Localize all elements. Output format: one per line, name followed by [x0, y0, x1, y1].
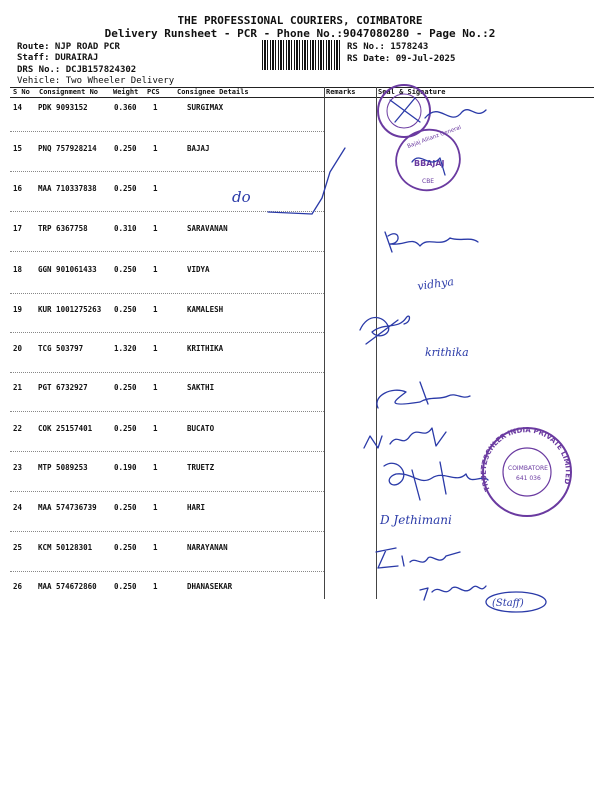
row-sno: 24 [13, 503, 23, 512]
row-consignment: KUR 1001275263 [38, 305, 102, 314]
signature-19 [360, 316, 410, 344]
col-consignment: Consignment No [39, 88, 99, 96]
bajaj-stamp-top: Bajaj Allianz General [406, 124, 463, 150]
row-separator [10, 451, 324, 452]
bajaj-stamp-city: CBE [422, 178, 435, 185]
row-weight: 0.250 [114, 582, 137, 591]
row-pcs: 1 [153, 463, 158, 472]
row-pcs: 1 [153, 224, 158, 233]
col-pcs: PCS [147, 88, 160, 96]
row-consignee: BAJAJ [187, 144, 210, 153]
row-consignee: SURGIMAX [187, 103, 224, 112]
row-pcs: 1 [153, 503, 158, 512]
row-weight: 0.310 [114, 224, 137, 233]
row-consignment: MTP 5089253 [38, 463, 88, 472]
row-consignee: DHANASEKAR [187, 582, 233, 591]
row-separator [10, 531, 324, 532]
row-consignee: BUCATO [187, 424, 215, 433]
tick-mark [268, 148, 345, 214]
row-separator [10, 332, 324, 333]
rs-number: RS No.: 1578243 [347, 42, 429, 52]
signature-18: vidhya [416, 274, 455, 293]
rs-date: RS Date: 09-Jul-2025 [347, 54, 456, 64]
row-pcs: 1 [153, 344, 158, 353]
row-consignment: PNQ 757928214 [38, 144, 97, 153]
row-pcs: 1 [153, 184, 158, 193]
row-consignment: KCM 50128301 [38, 543, 93, 552]
signature-24: D Jethimani [380, 513, 452, 527]
truetzschler-stamp-city: COIMBATORE [508, 465, 548, 472]
row-consignee: SAKTHI [187, 383, 215, 392]
row-weight: 0.250 [114, 503, 137, 512]
col-remarks: Remarks [326, 88, 356, 96]
row-consignment: PGT 6732927 [38, 383, 88, 392]
row-consignment: TCG 503797 [38, 344, 84, 353]
row-pcs: 1 [153, 424, 158, 433]
row-pcs: 1 [153, 543, 158, 552]
row-separator [10, 411, 324, 412]
row-separator [10, 372, 324, 373]
signature-20: krithika [425, 346, 469, 359]
row-separator [10, 491, 324, 492]
row-consignment: TRP 6367758 [38, 224, 88, 233]
row-weight: 0.250 [114, 305, 137, 314]
row-consignment: MAA 574736739 [38, 503, 97, 512]
row-weight: 0.190 [114, 463, 137, 472]
row-weight: 1.320 [114, 344, 137, 353]
staff-label: Staff: DURAIRAJ [17, 53, 99, 63]
bajaj-stamp-mid: BBAJAJ [414, 159, 445, 168]
row-pcs: 1 [153, 582, 158, 591]
truetzschler-stamp [480, 426, 572, 516]
drs-number: DRS No.: DCJB157824302 [17, 65, 137, 75]
row-sno: 25 [13, 543, 23, 552]
row-consignee: SARAVANAN [187, 224, 228, 233]
barcode [262, 40, 342, 70]
row-sno: 17 [13, 224, 23, 233]
row-weight: 0.250 [114, 543, 137, 552]
row-sno: 21 [13, 383, 23, 392]
row-sno: 19 [13, 305, 23, 314]
signature-15 [412, 158, 445, 175]
row-consignee: TRUETZ [187, 463, 215, 472]
row-consignment: GGN 901061433 [38, 265, 97, 274]
row-weight: 0.250 [114, 265, 137, 274]
row-separator [10, 293, 324, 294]
signature-17 [385, 232, 478, 252]
row-consignment: MAA 710337838 [38, 184, 97, 193]
row-consignee: KRITHIKA [187, 344, 224, 353]
row-pcs: 1 [153, 103, 158, 112]
row-pcs: 1 [153, 265, 158, 274]
signature-14 [425, 110, 486, 118]
row-separator [10, 131, 324, 132]
row-sno: 22 [13, 424, 23, 433]
row-separator [10, 211, 324, 212]
row-consignment: COK 25157401 [38, 424, 93, 433]
row-weight: 0.250 [114, 144, 137, 153]
col-sno: S No [13, 88, 30, 96]
row-consignment: PDK 9093152 [38, 103, 88, 112]
row-pcs: 1 [153, 305, 158, 314]
row-sno: 16 [13, 184, 23, 193]
row-sno: 23 [13, 463, 23, 472]
row-weight: 0.250 [114, 184, 137, 193]
col-seal-signature: Seal & Signature [378, 88, 446, 96]
vehicle-label: Vehicle: Two Wheeler Delivery [17, 76, 175, 86]
row-sno: 20 [13, 344, 23, 353]
route-label: Route: NJP ROAD PCR [17, 42, 120, 52]
signature-staff: (Staff) [492, 598, 524, 609]
row-consignee: HARI [187, 503, 206, 512]
row-weight: 0.360 [114, 103, 137, 112]
signature-23 [384, 462, 488, 500]
row-weight: 0.250 [114, 424, 137, 433]
row-separator [10, 571, 324, 572]
row-weight: 0.250 [114, 383, 137, 392]
col-consignee: Consignee Details [177, 88, 249, 96]
row-pcs: 1 [153, 383, 158, 392]
row-sno: 18 [13, 265, 23, 274]
row-consignment: MAA 574672860 [38, 582, 97, 591]
staff-circle [486, 592, 546, 612]
bajaj-stamp [388, 122, 467, 199]
ditto-mark: do [232, 188, 251, 206]
row-pcs: 1 [153, 144, 158, 153]
row-separator [10, 171, 324, 172]
row-sno: 15 [13, 144, 23, 153]
remarks-column-divider [324, 87, 325, 599]
row-sno: 14 [13, 103, 23, 112]
truetzschler-ring-text: TRUETZSCHLER INDIA PRIVATE LIMITED [479, 426, 572, 493]
row-consignee: NARAYANAN [187, 543, 228, 552]
table-header-rule [10, 97, 594, 98]
signature-26 [420, 586, 486, 600]
truetzschler-stamp-pin: 641 036 [516, 475, 541, 482]
signature-21 [377, 382, 470, 408]
row-sno: 26 [13, 582, 23, 591]
row-consignee: VIDYA [187, 265, 210, 274]
company-title: THE PROFESSIONAL COURIERS, COIMBATORE [177, 14, 423, 27]
runsheet-subtitle: Delivery Runsheet - PCR - Phone No.:9047080280 - Page No.:2 [104, 27, 496, 40]
svg-text:TRUETZSCHLER INDIA PRIVATE LIM [480, 426, 572, 492]
col-weight: Weight [113, 88, 139, 96]
signature-column-divider [376, 87, 377, 599]
row-separator [10, 251, 324, 252]
signature-25 [376, 548, 460, 568]
row-consignee: KAMALESH [187, 305, 224, 314]
